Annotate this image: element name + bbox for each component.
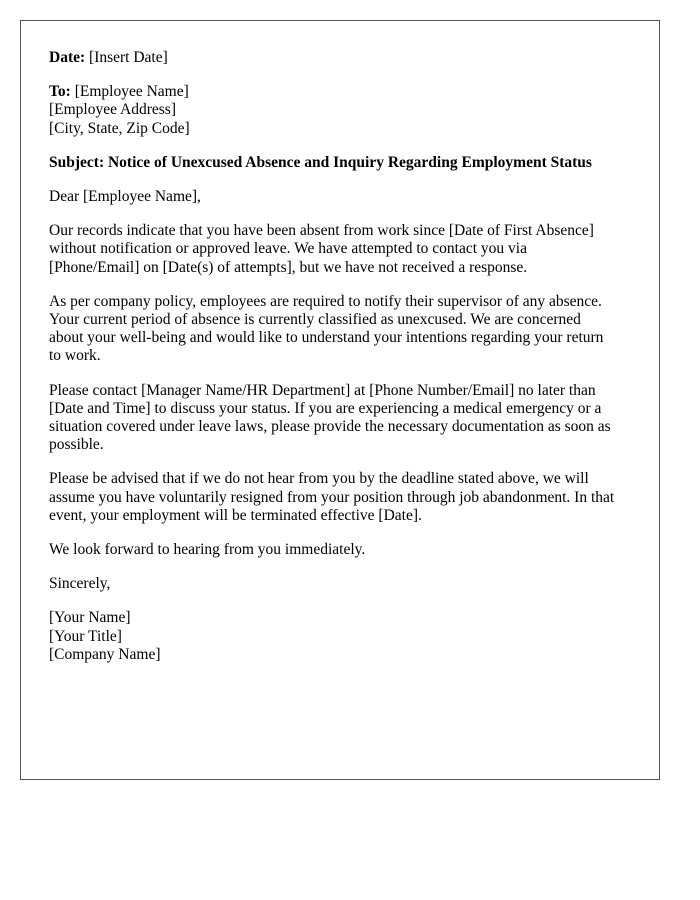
paragraph-line: without notification or approved leave. We have attempted to contact you via [49, 240, 527, 258]
date-label: Date: [49, 49, 86, 66]
paragraph-line: Our records indicate that you have been absent from work since [Date of First Absence] [49, 222, 594, 240]
signature-company: [Company Name] [49, 645, 161, 663]
paragraph-line: Please be advised that if we do not hear from you by the deadline stated above, we will [49, 470, 589, 488]
paragraph-line: [Phone/Email] on [Date(s) of attempts], but we have not received a response. [49, 258, 528, 276]
paragraph-line: assume you have voluntarily resigned from your position through job abandonment. In that [49, 488, 615, 506]
paragraph-line: about your well-being and would like to understand your intentions regarding your return [49, 329, 604, 347]
recipient-name: [Employee Name] [74, 83, 189, 101]
paragraph-line: Your current period of absence is currently classified as unexcused. We are concerned [49, 311, 581, 329]
paragraph-line: possible. [49, 436, 104, 454]
subject-line: Subject: Notice of Unexcused Absence and Inquiry Regarding Employment Status [49, 153, 592, 171]
paragraph-line: Please contact [Manager Name/HR Department] at [Phone Number/Email] no later than [49, 381, 596, 399]
letter-page [20, 20, 660, 780]
salutation: Dear [Employee Name], [49, 188, 201, 206]
body-paragraph-1 [49, 222, 633, 277]
recipient-address: [Employee Address] [49, 101, 176, 119]
paragraph-line: situation covered under leave laws, please provide the necessary documentation as soon as [49, 418, 611, 436]
to-label: To: [49, 83, 71, 101]
recipient-block [49, 83, 633, 138]
signature-name: [Your Name] [49, 609, 131, 627]
body-paragraph-5 [49, 541, 633, 559]
paragraph-line: to work. [49, 347, 101, 365]
body-paragraph-4 [49, 470, 633, 525]
paragraph-line: [Date and Time] to discuss your status. If you are experiencing a medical emergency or a [49, 399, 602, 417]
recipient-city: [City, State, Zip Code] [49, 119, 190, 137]
date-block [49, 49, 633, 67]
body-paragraph-3 [49, 382, 633, 455]
paragraph-line: event, your employment will be terminated effective [Date]. [49, 506, 422, 524]
closing: Sincerely, [49, 575, 111, 593]
paragraph-line: We look forward to hearing from you immediately. [49, 541, 366, 559]
paragraph-line: As per company policy, employees are required to notify their supervisor of any absence. [49, 292, 602, 310]
date-value: [Insert Date] [89, 49, 168, 66]
body-paragraph-2 [49, 293, 633, 366]
signature-block [49, 609, 633, 664]
signature-title: [Your Title] [49, 627, 122, 645]
